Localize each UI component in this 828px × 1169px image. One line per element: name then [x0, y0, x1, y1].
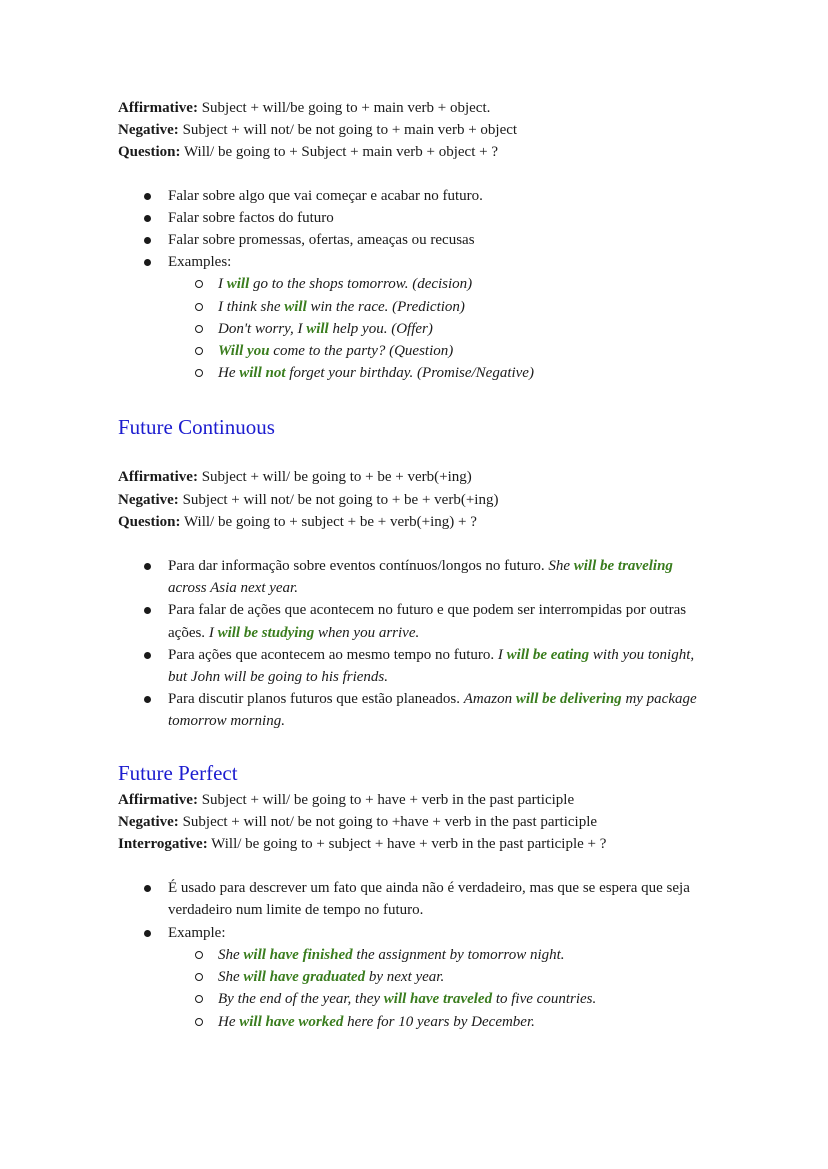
examples-label: Examples:	[168, 254, 232, 271]
list-item	[118, 251, 718, 384]
question-label: Question:	[118, 513, 181, 530]
use-description: Para dar informação sobre eventos contínuos/longos no futuro.	[168, 558, 549, 575]
question-rule	[118, 141, 718, 163]
future-perfect-examples	[118, 944, 703, 1033]
list-item	[118, 555, 708, 599]
future-continuous-uses-list	[118, 555, 708, 733]
negative-rule	[118, 119, 718, 141]
use-description: Para discutir planos futuros que estão planeados.	[168, 691, 464, 708]
affirmative-label: Affirmative:	[118, 791, 198, 808]
negative-rule	[118, 811, 718, 833]
interrogative-formula: Will/ be going to + subject + have + verb in the past participle + ?	[207, 836, 607, 853]
question-rule	[118, 511, 718, 533]
example-item	[118, 362, 718, 384]
list-item	[118, 688, 708, 732]
affirmative-formula: Subject + will/ be going to + be + verb(+ing)	[197, 469, 472, 486]
question-formula: Will/ be going to + subject + be + verb(+ing) + ?	[180, 513, 477, 530]
example-text: forget your birthday. (Promise/Negative)	[285, 365, 534, 382]
example-highlight: will be traveling	[573, 558, 673, 575]
interrogative-label: Interrogative:	[118, 836, 208, 853]
example-text: help you. (Offer)	[328, 320, 433, 337]
negative-label: Negative:	[118, 491, 179, 508]
negative-formula: Subject + will not/ be not going to +have + verb in the past participle	[178, 813, 598, 830]
use-description: Para falar de ações que acontecem no futuro e que podem ser interrompidas por outras ações.	[168, 602, 687, 641]
affirmative-label: Affirmative:	[118, 469, 198, 486]
list-item	[118, 922, 703, 1033]
example-highlight: Will you	[218, 343, 270, 360]
example-highlight: will be studying	[217, 624, 315, 641]
example-text: across Asia next year.	[168, 580, 298, 597]
list-item: Falar sobre algo que vai começar e acabar no futuro.	[118, 185, 718, 207]
example-highlight: will	[306, 320, 329, 337]
example-highlight: will have worked	[239, 1013, 344, 1030]
example-highlight: will	[284, 298, 307, 315]
example-text: when you arrive.	[314, 624, 420, 641]
list-item	[118, 599, 708, 643]
negative-label: Negative:	[118, 122, 179, 139]
example-text: go to the shops tomorrow. (decision)	[249, 276, 473, 293]
example-item	[118, 1011, 703, 1033]
example-highlight: will have graduated	[243, 969, 366, 986]
example-label: Example:	[168, 924, 226, 941]
list-item: Falar sobre factos do futuro	[118, 207, 718, 229]
example-item	[118, 318, 718, 340]
example-item	[118, 966, 703, 988]
affirmative-rule	[118, 466, 718, 488]
example-item	[118, 988, 703, 1010]
example-highlight: will	[226, 276, 250, 293]
example-text: I	[218, 276, 227, 293]
example-text: I	[497, 646, 507, 663]
list-item: É usado para descrever um fato que ainda não é verdadeiro, mas que se espera que seja verdadeiro num limite de tempo no futuro.	[118, 877, 703, 921]
example-text: my package tomorrow morning.	[168, 691, 697, 730]
example-highlight: will be delivering	[515, 691, 622, 708]
example-item	[118, 944, 703, 966]
example-item	[118, 296, 718, 318]
example-text: to five countries.	[492, 991, 597, 1008]
negative-label: Negative:	[118, 813, 179, 830]
question-label: Question:	[118, 144, 181, 161]
use-description: Para ações que acontecem ao mesmo tempo no futuro.	[168, 646, 498, 663]
example-text: come to the party? (Question)	[269, 343, 454, 360]
example-text: By the end of the year, they	[218, 991, 384, 1008]
example-text: I	[208, 624, 218, 641]
future-continuous-heading: Future Continuous	[118, 415, 275, 440]
example-highlight: will not	[239, 365, 286, 382]
future-simple-uses-list	[118, 185, 718, 385]
example-text: with you tonight, but John will be going to his friends.	[168, 646, 695, 686]
example-text: Don't worry, I	[218, 320, 307, 337]
example-text: here for 10 years by December.	[343, 1013, 535, 1030]
negative-rule	[118, 489, 718, 511]
affirmative-formula: Subject + will/ be going to + have + verb in the past participle	[197, 791, 575, 808]
example-text: He	[218, 365, 240, 382]
question-formula: Will/ be going to + Subject + main verb + object + ?	[180, 144, 498, 161]
example-text: She	[548, 558, 574, 575]
example-text: by next year.	[365, 969, 445, 986]
example-text: She	[218, 969, 244, 986]
future-simple-examples	[118, 273, 718, 384]
affirmative-rule	[118, 97, 718, 119]
example-highlight: will have traveled	[383, 991, 493, 1008]
affirmative-rule	[118, 789, 718, 811]
interrogative-rule	[118, 833, 718, 855]
list-item: Falar sobre promessas, ofertas, ameaças ou recusas	[118, 229, 718, 251]
example-highlight: will have finished	[243, 946, 353, 963]
example-text: She	[218, 946, 244, 963]
list-item	[118, 644, 708, 688]
affirmative-formula: Subject + will/be going to + main verb + object.	[197, 100, 491, 116]
example-text: I think she	[218, 298, 285, 315]
document-page	[118, 97, 718, 1033]
negative-formula: Subject + will not/ be not going to + main verb + object	[178, 122, 518, 139]
example-text: He	[218, 1013, 240, 1030]
example-highlight: will be eating	[506, 646, 590, 663]
example-text: win the race. (Prediction)	[306, 298, 465, 315]
example-text: Amazon	[463, 691, 516, 708]
negative-formula: Subject + will not/ be not going to + be + verb(+ing)	[178, 491, 499, 508]
affirmative-label: Affirmative:	[118, 100, 198, 116]
future-perfect-heading: Future Perfect	[118, 760, 238, 785]
example-text: the assignment by tomorrow night.	[352, 946, 565, 963]
example-item	[118, 340, 718, 362]
example-item	[118, 273, 718, 295]
future-perfect-uses-list	[118, 877, 703, 1032]
